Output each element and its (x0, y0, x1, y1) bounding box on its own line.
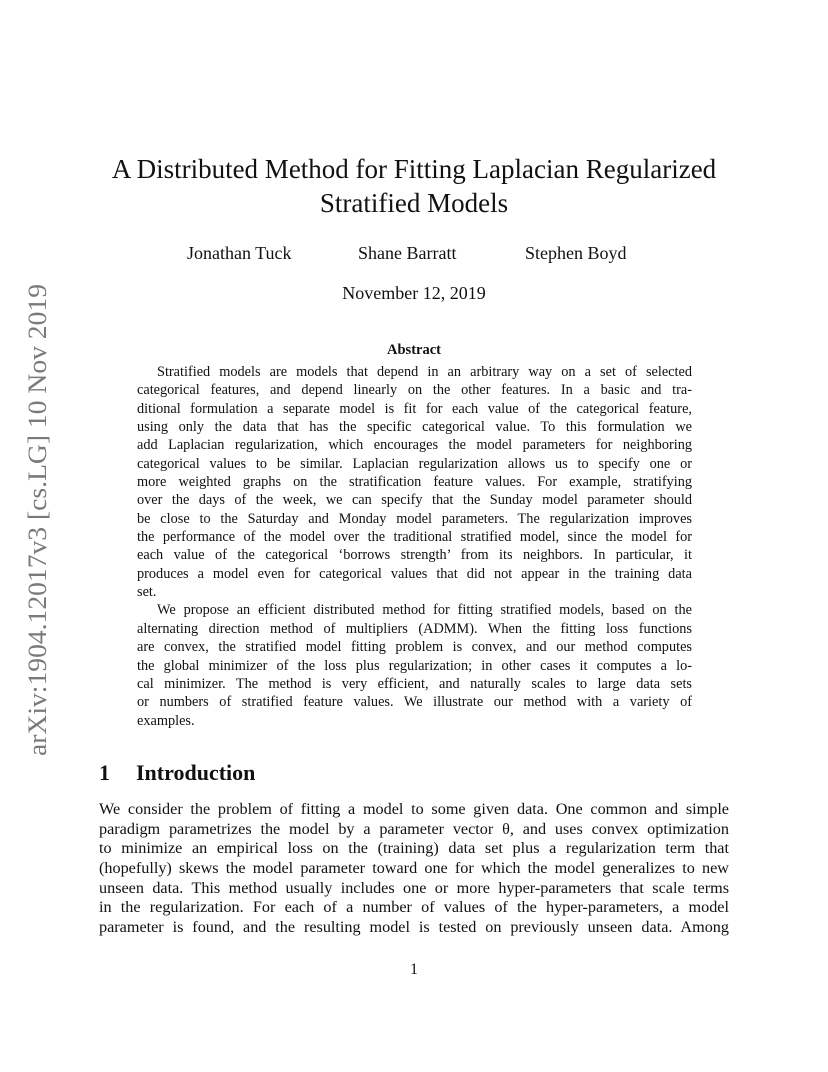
abstract-line: set. (137, 584, 157, 601)
body-line: We consider the problem of fitting a model to some given data. One common and simple (99, 800, 729, 818)
abstract-line: categorical values to be similar. Laplacian regularization allows us to specify one or (137, 455, 692, 472)
paper-title-line-1: A Distributed Method for Fitting Laplacian Regularized (111, 154, 717, 184)
body-line: unseen data. This method usually includes one or more hyper-parameters that scale terms (99, 878, 729, 897)
body-line: paradigm parametrizes the model by a parameter vector θ, and uses convex optimization (99, 819, 729, 838)
abstract-line: be close to the Saturday and Monday model parameters. The regularization improves (137, 510, 692, 527)
section-title: Introduction (136, 760, 256, 785)
abstract-body (137, 363, 692, 730)
author-name: Shane Barratt (358, 243, 457, 263)
abstract-paragraph (137, 363, 692, 601)
abstract-line: cal minimizer. The method is very efficient, and naturally scales to large data sets (137, 675, 692, 692)
abstract-line: are convex, the stratified model fitting problem is convex, and our method computes (137, 639, 692, 656)
abstract-line: ditional formulation a separate model is fit for each value of the categorical feature, (137, 400, 692, 417)
abstract-line: alternating direction method of multipliers (ADMM). When the fitting loss functions (137, 620, 692, 637)
publication-date: November 12, 2019 (342, 283, 486, 303)
abstract-line: We propose an efficient distributed method for fitting stratified models, based on the (157, 602, 692, 619)
author-name: Stephen Boyd (525, 243, 627, 263)
body-line: parameter is found, and the resulting model is tested on previously unseen data. Among (99, 918, 729, 937)
abstract-line: Stratified models are models that depend in an arbitrary way on a set of selected (157, 364, 692, 380)
author-list (0, 243, 828, 265)
abstract-line: examples. (137, 712, 195, 729)
arxiv-stamp-text: arXiv:1904.12017v3 [cs.LG] 10 Nov 2019 (23, 311, 52, 756)
abstract-line: or numbers of stratified feature values. We illustrate our method with a variety of (137, 694, 692, 711)
introduction-paragraph (99, 800, 729, 938)
abstract-line: the performance of the model over the traditional stratified model, since the model for (137, 529, 692, 546)
paper-title (60, 152, 768, 220)
abstract-line: categorical features, and depend linearly on the other features. In a basic and tra- (137, 382, 692, 399)
abstract-line: produces a model even for categorical values that did not appear in the training data (137, 565, 692, 582)
body-line: in the regularization. For each of a number of values of the hyper-parameters, a model (99, 898, 729, 917)
abstract-line: using only the data that has the specific categorical value. To this formulation we (137, 419, 692, 436)
abstract-line: more weighted graphs on the stratification feature values. For example, stratifying (137, 474, 692, 491)
body-line: (hopefully) skews the model parameter toward one for which the model generalizes to new (99, 859, 729, 878)
author-name: Jonathan Tuck (187, 243, 292, 263)
abstract-paragraph (137, 601, 692, 729)
section-heading (99, 759, 255, 787)
abstract-heading: Abstract (387, 342, 441, 358)
section-number: 1 (99, 760, 110, 785)
paper-title-line-2: Stratified Models (319, 188, 509, 218)
abstract-line: add Laplacian regularization, which encourages the model parameters for neighboring (137, 437, 692, 454)
abstract-line: the global minimizer of the loss plus regularization; in other cases it computes a lo- (137, 657, 692, 674)
page-number: 1 (410, 961, 418, 978)
abstract-line: over the days of the week, we can specify that the Sunday model parameter should (137, 492, 692, 509)
body-line: to minimize an empirical loss on the (training) data set plus a regularization term that (99, 839, 729, 858)
abstract-line: each value of the categorical ‘borrows strength’ from its neighbors. In particular, it (137, 547, 692, 564)
